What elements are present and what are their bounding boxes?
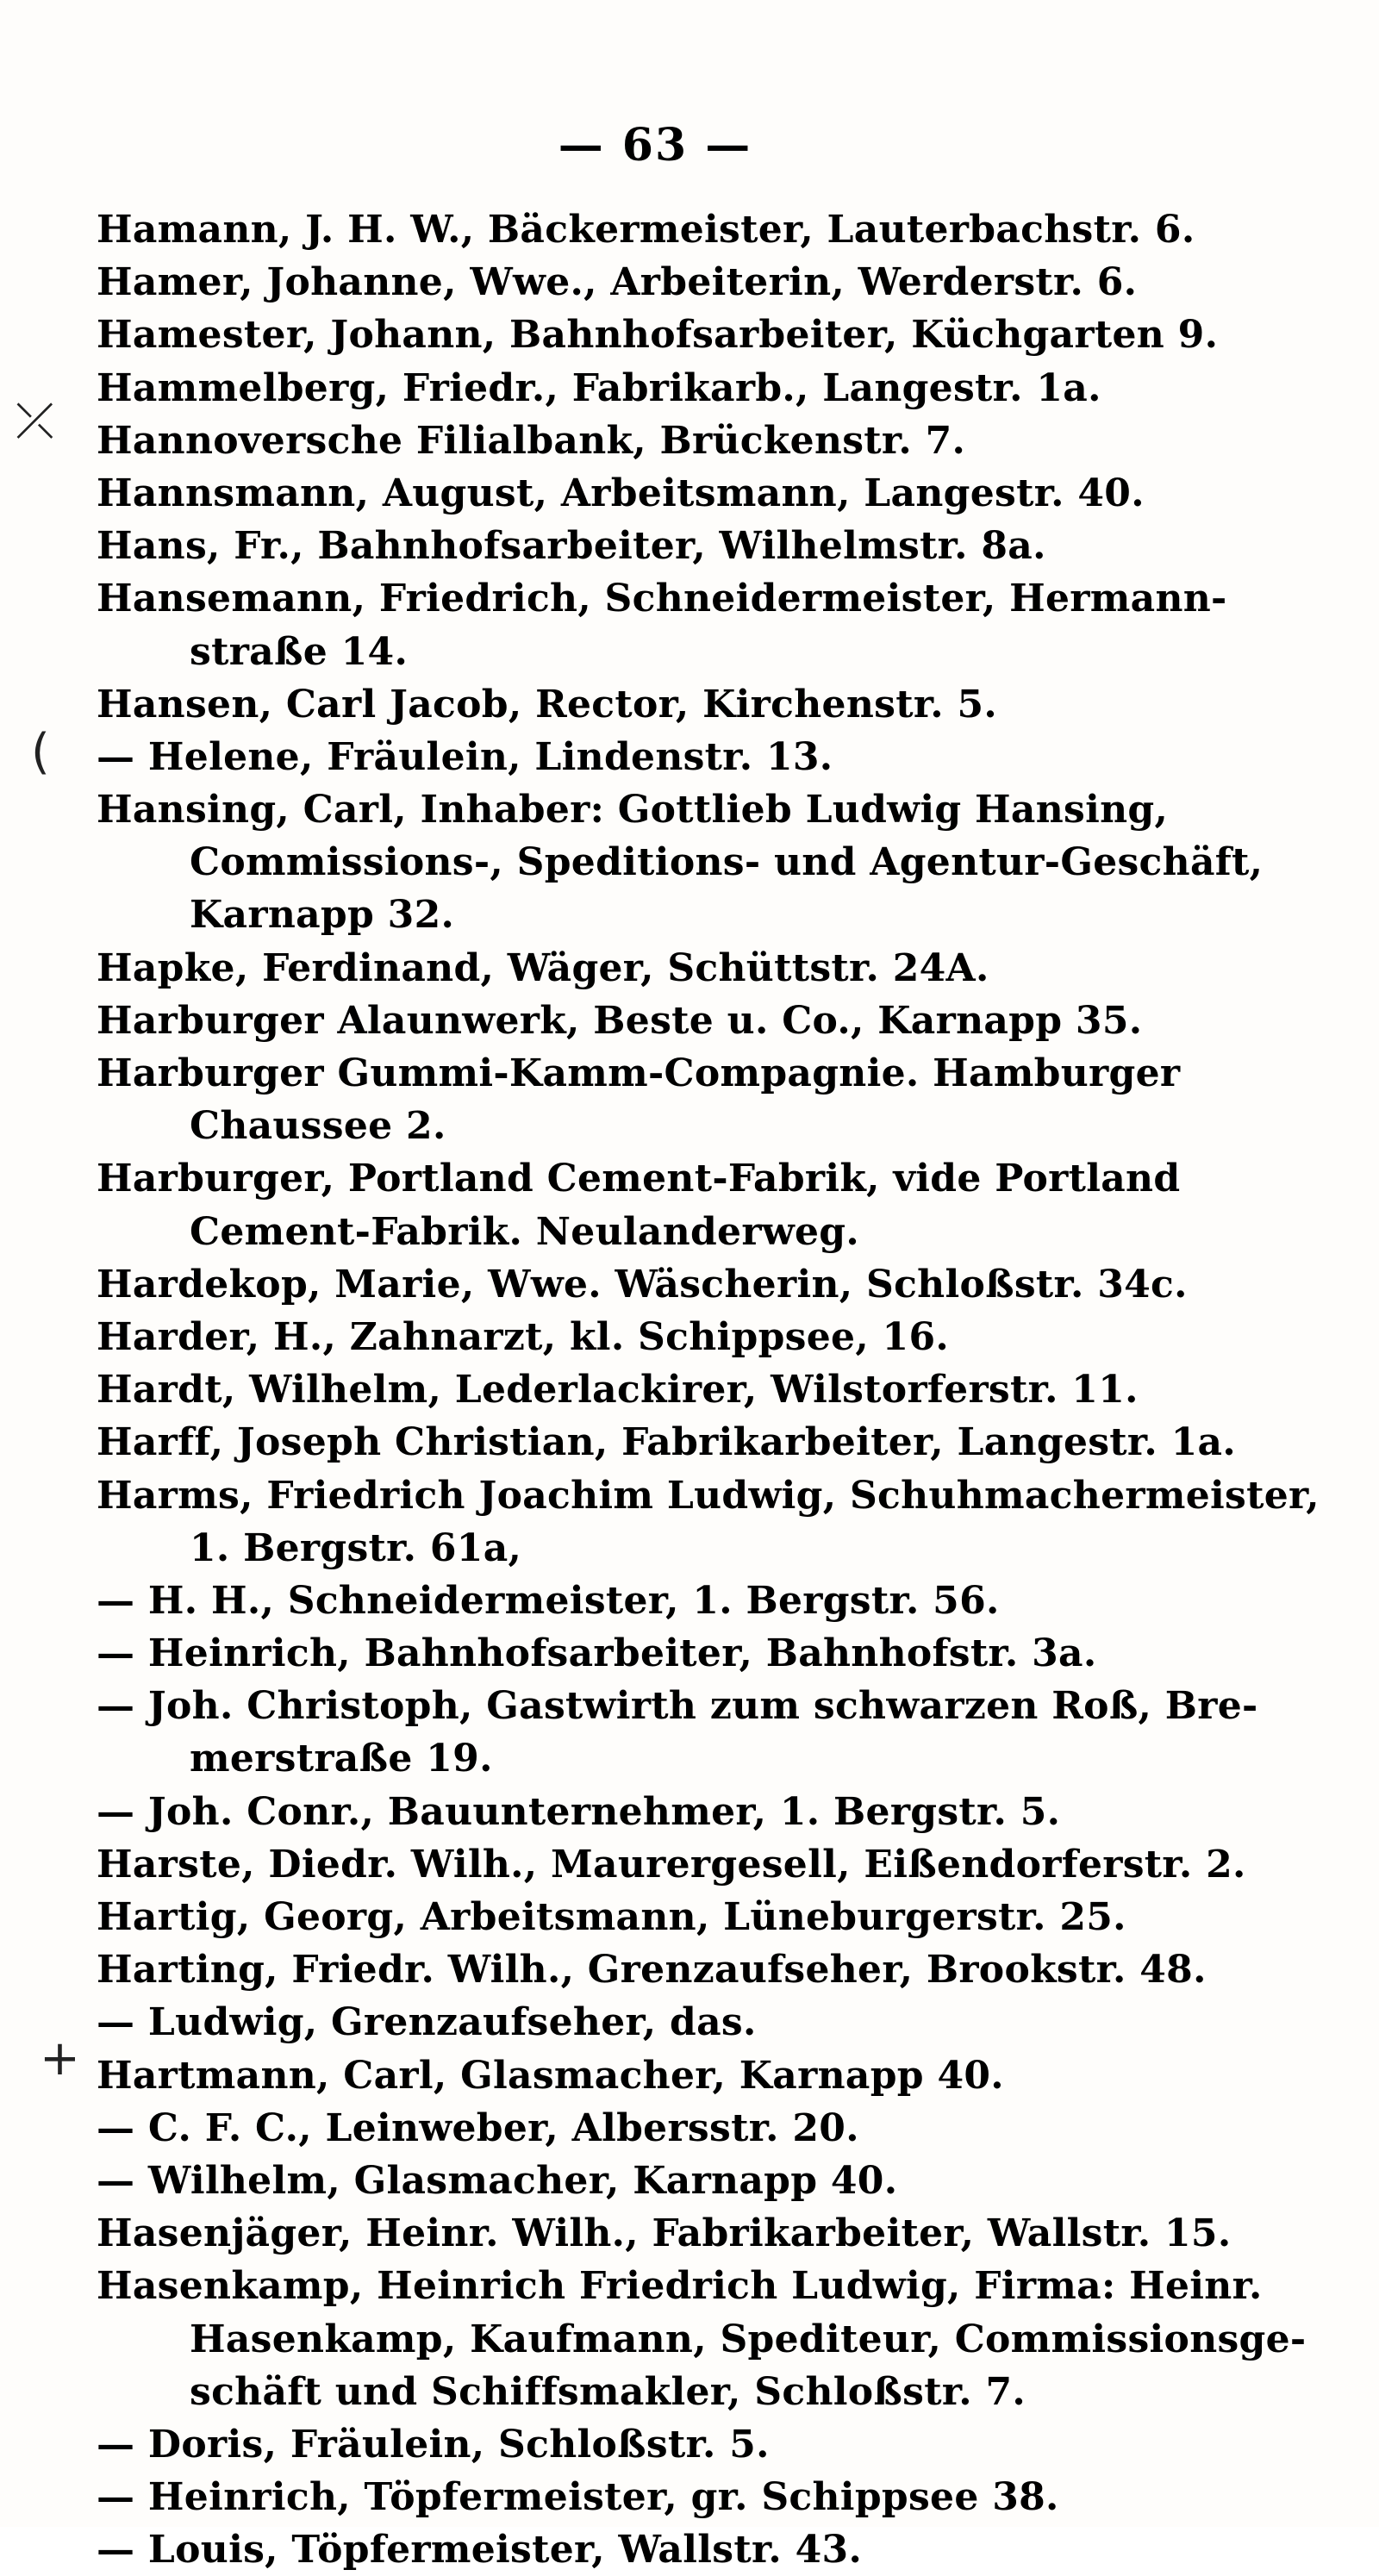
directory-entry-line: Harburger, Portland Cement-Fabrik, vide Portland — [97, 1157, 1181, 1201]
entry-continuation-line: 1. Bergstr. 61a, — [190, 1525, 522, 1570]
directory-entry-line: Harms, Friedrich Joachim Ludwig, Schuhmachermeister, — [97, 1473, 1320, 1518]
directory-entry-line: Hamer, Johanne, Wwe., Arbeiterin, Werderstr. 6. — [97, 260, 1138, 305]
entry-continuation-line: schäft und Schiffsmakler, Schloßstr. 7. — [190, 2369, 1026, 2414]
directory-entry-line: Harff, Joseph Christian, Fabrikarbeiter, Langestr. 1a. — [97, 1420, 1236, 1465]
directory-entry-line: — Heinrich, Bahnhofsarbeiter, Bahnhofstr. 3a. — [97, 1631, 1097, 1676]
directory-entry-line: — Louis, Töpfermeister, Wallstr. 43. — [97, 2528, 863, 2573]
directory-entries — [97, 203, 1320, 2576]
entry-continuation-line: straße 14. — [190, 629, 409, 674]
entry-continuation-line: Commissions-, Speditions- und Agentur-Geschäft, — [190, 840, 1264, 885]
directory-entry-line: Hasenkamp, Heinrich Friedrich Ludwig, Firma: Heinr. — [97, 2264, 1263, 2309]
directory-entry-line: Hansemann, Friedrich, Schneidermeister, Hermann- — [97, 577, 1227, 621]
directory-entry-line: Harting, Friedr. Wilh., Grenzaufseher, Brookstr. 48. — [97, 1948, 1207, 1993]
directory-entry-line: Hardt, Wilhelm, Lederlackirer, Wilstorferstr. 11. — [97, 1368, 1139, 1413]
margin-plus-mark: + — [40, 2030, 80, 2086]
directory-entry-line: Hansen, Carl Jacob, Rector, Kirchenstr. 5. — [97, 682, 998, 727]
directory-entry-line: Hasenjäger, Heinr. Wilh., Fabrikarbeiter, Wallstr. 15. — [97, 2211, 1232, 2256]
entry-continuation-line: Cement-Fabrik. Neulanderweg. — [190, 1209, 859, 1254]
directory-entry-line: — Helene, Fräulein, Lindenstr. 13. — [97, 734, 833, 779]
entry-continuation-line: Chaussee 2. — [190, 1104, 446, 1149]
margin-bracket-mark: ( — [31, 724, 50, 780]
entry-continuation-line: Karnapp 32. — [190, 893, 455, 938]
directory-entry-line: Hammelberg, Friedr., Fabrikarb., Langestr. 1a. — [97, 365, 1101, 410]
page-number: — 63 — — [558, 119, 752, 172]
directory-entry-line: Hamester, Johann, Bahnhofsarbeiter, Küchgarten 9. — [97, 313, 1219, 358]
directory-entry-line: — Joh. Conr., Bauunternehmer, 1. Bergstr. 5. — [97, 1789, 1061, 1834]
directory-entry-line: Harburger Alaunwerk, Beste u. Co., Karnapp 35. — [97, 998, 1143, 1043]
directory-entry-line: Hannsmann, August, Arbeitsmann, Langestr. 40. — [97, 471, 1145, 515]
directory-entry-line: Hamann, J. H. W., Bäckermeister, Lauterbachstr. 6. — [97, 208, 1195, 252]
directory-entry-line: — Doris, Fräulein, Schloßstr. 5. — [97, 2422, 770, 2467]
entry-continuation-line: Hasenkamp, Kaufmann, Spediteur, Commissionsge- — [190, 2317, 1307, 2361]
directory-entry-line: Harder, H., Zahnarzt, kl. Schippsee, 16. — [97, 1314, 950, 1359]
directory-entry-line: Hans, Fr., Bahnhofsarbeiter, Wilhelmstr. 8a. — [97, 524, 1046, 569]
directory-entry-line: — C. F. C., Leinweber, Albersstr. 20. — [97, 2105, 859, 2150]
margin-cross-mark: ⤫ — [16, 393, 54, 449]
directory-entry-line: — Joh. Christoph, Gastwirth zum schwarzen Roß, Bre- — [97, 1684, 1258, 1729]
directory-entry-line: — Heinrich, Töpfermeister, gr. Schippsee 38. — [97, 2475, 1059, 2520]
directory-entry-line: — Wilhelm, Glasmacher, Karnapp 40. — [97, 2158, 898, 2203]
directory-entry-line: Harburger Gummi-Kamm-Compagnie. Hamburger — [97, 1051, 1181, 1095]
directory-entry-line: Hapke, Ferdinand, Wäger, Schüttstr. 24A. — [97, 945, 989, 990]
directory-entry-line: Hartig, Georg, Arbeitsmann, Lüneburgerstr. 25. — [97, 1895, 1126, 1939]
directory-entry-line: — Ludwig, Grenzaufseher, das. — [97, 2000, 757, 2045]
directory-entry-line: Hardekop, Marie, Wwe. Wäscherin, Schloßstr. 34c. — [97, 1262, 1188, 1307]
directory-entry-line: Hartmann, Carl, Glasmacher, Karnapp 40. — [97, 2053, 1004, 2098]
entry-continuation-line: merstraße 19. — [190, 1737, 493, 1781]
directory-entry-line: Hansing, Carl, Inhaber: Gottlieb Ludwig Hansing, — [97, 788, 1169, 833]
directory-entry-line: — H. H., Schneidermeister, 1. Bergstr. 56. — [97, 1578, 1000, 1623]
directory-entry-line: Hannoversche Filialbank, Brückenstr. 7. — [97, 418, 966, 463]
directory-entry-line: Harste, Diedr. Wilh., Maurergesell, Eißendorferstr. 2. — [97, 1842, 1246, 1887]
